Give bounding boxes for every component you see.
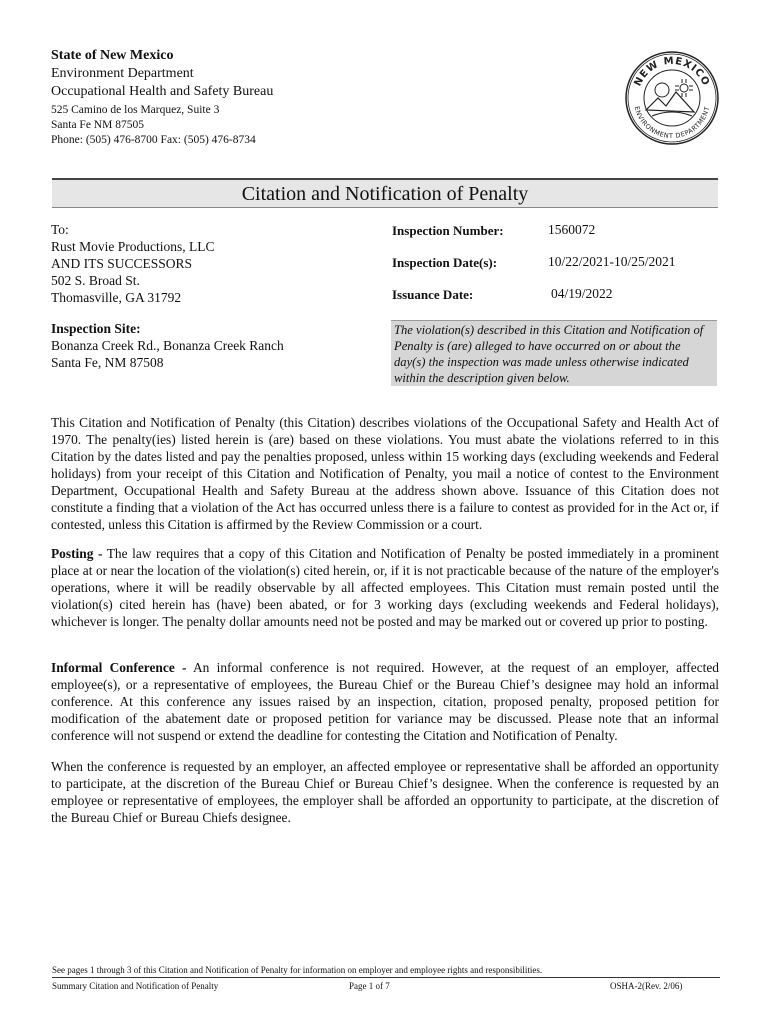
inspection-site-line-2: Santa Fe, NM 87508 [51, 355, 164, 370]
inspection-dates-value: 10/22/2021-10/25/2021 [548, 254, 676, 269]
phone-fax: Phone: (505) 476-8700 Fax: (505) 476-8734 [51, 134, 256, 146]
svg-text:NEW MEXICO: NEW MEXICO [632, 55, 712, 89]
issuance-date-label: Issuance Date: [392, 287, 474, 302]
address-line-2: Santa Fe NM 87505 [51, 119, 144, 131]
svg-text:ENVIRONMENT DEPARTMENT: ENVIRONMENT DEPARTMENT [632, 105, 712, 141]
state-name: State of New Mexico [51, 48, 174, 63]
recipient-block [51, 221, 215, 306]
inspection-number-value: 1560072 [548, 222, 596, 237]
bureau-name: Occupational Health and Safety Bureau [51, 84, 274, 99]
recipient-city: Thomasville, GA 31792 [51, 290, 182, 305]
inspection-dates-label: Inspection Date(s): [392, 255, 498, 270]
to-label: To: [51, 222, 69, 237]
informal-conference-paragraph [51, 659, 719, 744]
department-name: Environment Department [51, 66, 194, 81]
posting-paragraph [51, 545, 719, 630]
nm-environment-department-seal-icon [624, 50, 720, 146]
agency-header [51, 47, 273, 148]
recipient-name: Rust Movie Productions, LLC [51, 239, 215, 254]
inspection-site-label: Inspection Site: [51, 321, 141, 336]
inspection-site-line-1: Bonanza Creek Rd., Bonanza Creek Ranch [51, 338, 284, 353]
posting-text: The law requires that a copy of this Citation and Notification of Penalty be posted immediately in a prominent place at or near the location of the violation(s) cited herein, or, if it is not practicable because of the nature of the employer's operations, where it will be readily observable by all affected employees. This Citation must remain posted until the violation(s) cited herein has (have) been abated, or for 3 working days (excluding weekends and Federal holidays), whichever is longer. The penalty dollar amounts need not be posted and may be marked out or covered up prior to posting. [51, 546, 720, 629]
inspection-number-label: Inspection Number: [392, 223, 504, 238]
document-title-bar [52, 178, 718, 208]
address-line-1: 525 Camino de los Marquez, Suite 3 [51, 104, 220, 116]
page-number: Page 1 of 7 [349, 981, 390, 991]
inspection-site-block [51, 320, 284, 371]
footer-form-title: Summary Citation and Notification of Penalty [52, 981, 219, 991]
violation-note-box: The violation(s) described in this Citation and Notification of Penalty is (are) alleged to have occurred on or about the day(s) the inspection was made unless otherwise indicated within the description given below. [391, 320, 717, 386]
posting-heading: Posting - [51, 546, 103, 561]
intro-paragraph: This Citation and Notification of Penalty (this Citation) describes violations of the Occupational Safety and Health Act of 1970. The penalty(ies) listed herein is (are) based on these violations. You must abate the violations referred to in this Citation by the dates listed and pay the penalties proposed, unless within 15 working days (excluding weekends and Federal holidays) from your receipt of this Citation and Notification of Penalty, you mail a notice of contest to the Environment Department, Occupational Health and Safety Bureau at the address shown above. Issuance of this Citation does not constitute a finding that a violation of the Act has occurred unless there is a failure to contest as provided for in the Act or, if contested, unless this Citation is affirmed by the Review Commission or a court. [51, 415, 719, 532]
issuance-date-value: 04/19/2022 [551, 286, 613, 301]
recipient-successors: AND ITS SUCCESSORS [51, 256, 193, 271]
footer-note: See pages 1 through 3 of this Citation and Notification of Penalty for information on employer and employee rights and responsibilities. [52, 965, 543, 975]
conference-request-paragraph: When the conference is requested by an employer, an affected employee or representative shall be afforded an opportunity to participate, at the discretion of the Bureau Chief or Bureau Chief’s designee. When the conference is requested by an employee or representative of employees, the employer shall be afforded an opportunity to participate, at the discretion of the Bureau Chief or Bureau Chiefs designee. [51, 759, 719, 825]
footer-divider [52, 977, 720, 978]
document-title: Citation and Notification of Penalty [241, 183, 529, 205]
form-revision: OSHA-2(Rev. 2/06) [610, 981, 683, 991]
informal-conference-heading: Informal Conference - [51, 660, 187, 675]
informal-conference-text: An informal conference is not required. However, at the request of an employer, affected employee(s), or a representative of employees, the Bureau Chief or the Bureau Chief’s designee may hold an informal conference. At this conference any issues raised by an inspection, citation, proposed penalty, proposed petition for modification of the abatement date or proposed petition for variance may be discussed. Please note that an informal conference will not suspend or extend the deadline for contesting the Citation and Notification of Penalty. [51, 660, 719, 743]
recipient-street: 502 S. Broad St. [51, 273, 140, 288]
